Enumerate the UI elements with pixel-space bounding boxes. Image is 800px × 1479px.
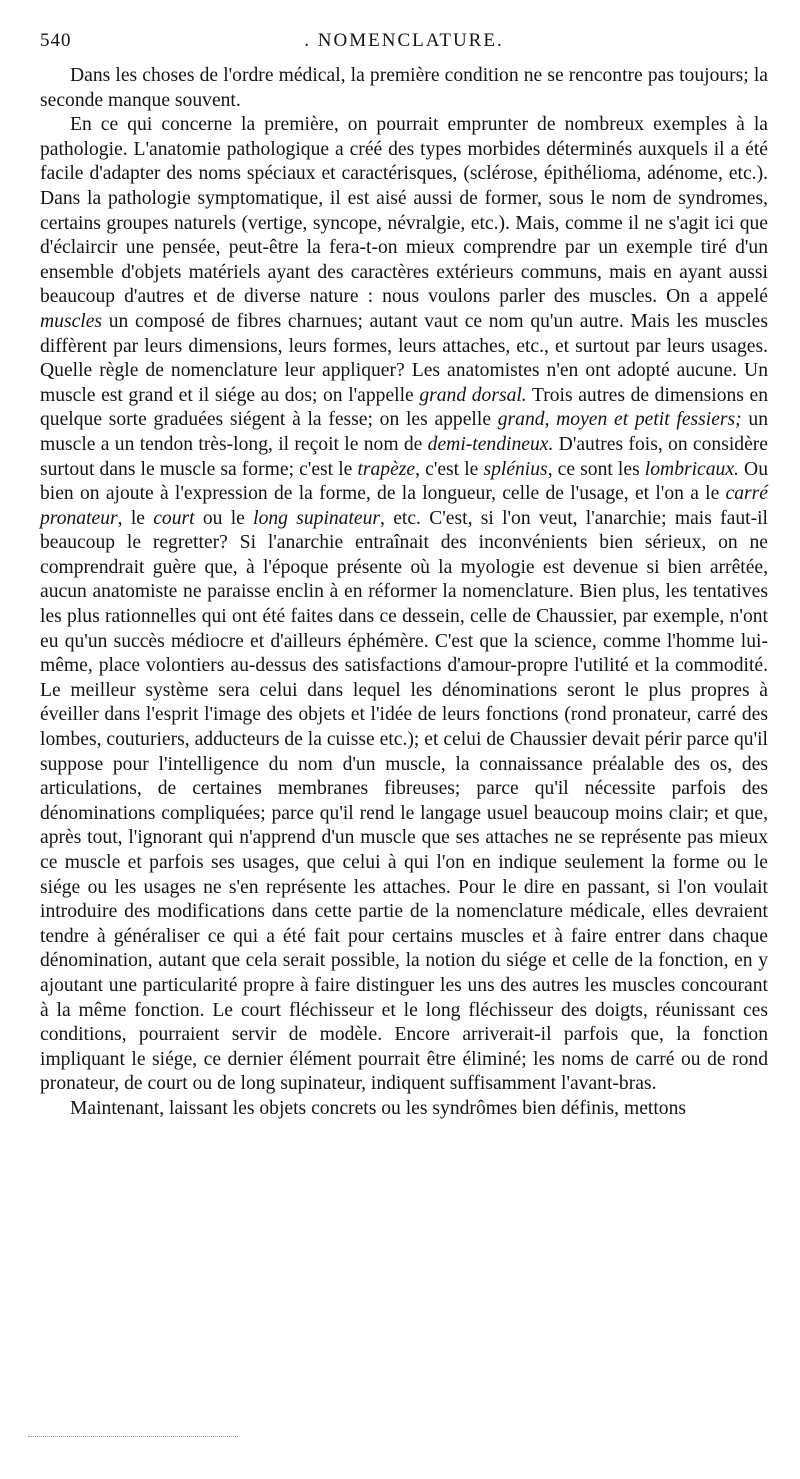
italic-term: grand, moyen et petit fessiers;	[497, 409, 742, 431]
text-run: Dans les choses de l'ordre médical, la première condition ne se rencontre pas toujours; la seconde manque souvent.	[40, 65, 768, 111]
italic-term: muscles	[40, 310, 103, 332]
italic-term: splénius	[483, 458, 548, 480]
body-text	[40, 64, 768, 1122]
text-run: Trois autres de dimensions en quelque sorte graduées siégent à la fesse; on les appelle	[40, 384, 768, 431]
italic-term: lombricaux.	[644, 458, 739, 480]
paragraph	[40, 1097, 768, 1122]
paragraph	[40, 64, 768, 113]
text-run: , le	[117, 507, 154, 529]
text-run: D'autres fois, on considère surtout dans le muscle sa forme; c'est le	[40, 433, 768, 480]
text-run: un composé de fibres charnues; autant vaut ce nom qu'un autre. Mais les muscles diffèrent par leurs dimensions, leurs formes, leurs attaches, etc., et surtout par leurs usages. Quelle règle de nomenclature leur appliquer? Les anatomistes n'en ont adopté aucune. Un muscle est grand et il siége au dos; on l'appelle	[40, 310, 768, 406]
italic-term: grand dorsal.	[419, 384, 527, 406]
text-run: En ce qui concerne la première, on pourrait emprunter de nombreux exemples à la pathologie. L'anatomie pathologique a créé des types morbides déterminés auxquels il a été facile d'adapter des noms spéciaux et caractérisques, (sclérose, épithélioma, adénome, etc.). Dans la pathologie symptomatique, il est aisé aussi de former, sous le nom de syndromes, certains groupes naturels (vertige, syncope, névralgie, etc.). Mais, comme il ne s'agit ici que d'éclaircir une pensée, peut-être la fera-t-on mieux comprendre par un exemple tiré d'un ensemble d'objets matériels ayant des caractères extérieurs communs, mais en ayant aussi beaucoup d'autres et de diverse nature : nous voulons parler des muscles. On a appelé	[40, 114, 768, 308]
page-number: 540	[40, 30, 72, 51]
book-page	[40, 28, 768, 1122]
running-head	[40, 28, 768, 58]
text-run: , c'est le	[415, 458, 484, 480]
text-run: , etc. C'est, si l'on veut, l'anarchie; mais faut-il beaucoup le regretter? Si l'anarchie entraînait des inconvénients bien sérieux, on ne comprendrait guère que, à l'époque présente où la myologie est devenue si bien arrêtée, aucun anatomiste ne paraisse enclin à en réformer la nomenclature. Bien plus, les tentatives les plus rationnelles qui ont été faites dans ce dessein, celle de Chaussier, par exemple, n'ont eu qu'un succès médiocre et d'ailleurs éphémère. C'est que la science, comme l'homme lui-même, place volontiers au-dessus des satisfactions d'amour-propre l'utilité et la commodité. Le meilleur système sera celui dans lequel les dénominations seront le plus propres à éveiller dans l'esprit l'image des objets et l'idée de leurs fonctions (rond pronateur, carré des lombes, couturiers, adducteurs de la cuisse etc.); et celui de Chaussier devait périr parce qu'il suppose pour l'intelligence du nom d'un muscle, la connaissance préalable des os, des articulations, de certaines membranes fibreuses; parce qu'il nécessite parfois des dénominations compliquées; parce qu'il rend le langage usuel beaucoup moins clair; et que, après tout, l'ignorant qui n'apprend d'un muscle que ses attaches ne se représente pas mieux ce muscle et parfois ses usages, que celui à qui l'on en indique seulement la forme ou le siége ou les usages ne s'en représente les attaches. Pour le dire en passant, si l'on voulait introduire des modifications dans cette partie de la nomenclature médicale, elles devraient tendre à généraliser ce qui a été fait pour certains muscles et à faire entrer dans chaque dénomination, autant que cela serait possible, la notion du siége et celle de la fonction, en y ajoutant une particularité propre à faire distinguer les uns des autres les muscles concourant à la même fonction. Le court fléchisseur et le long fléchisseur des doigts, réunissant ces conditions, pourraient servir de modèle. Encore arriverait-il parfois que, la fonction impliquant le siége, ce dernier élément pourrait être éliminé; les noms de carré ou de rond pronateur, de court ou de long supinateur, indiquent suffisamment l'avant-bras.	[40, 507, 768, 1095]
italic-term: demi-tendineux.	[427, 433, 554, 455]
text-run: Maintenant, laissant les objets concrets ou les syndrômes bien définis, mettons	[70, 1097, 686, 1119]
text-run: Ou bien on ajoute à l'expression de la forme, de la longueur, celle de l'usage, et l'on a le	[40, 458, 768, 505]
italic-term: trapèze	[357, 458, 416, 480]
bottom-rule	[28, 1436, 238, 1437]
text-run: un muscle a un tendon très-long, il reçoit le nom de	[40, 409, 769, 455]
text-run: ou le	[194, 507, 254, 529]
italic-term: court	[153, 507, 195, 529]
paragraph	[40, 113, 768, 1097]
text-run: , ce sont les	[547, 458, 645, 480]
italic-term: long supinateur	[253, 507, 381, 529]
running-title: . NOMENCLATURE.	[304, 30, 504, 51]
italic-term: carré pronateur	[40, 483, 768, 529]
